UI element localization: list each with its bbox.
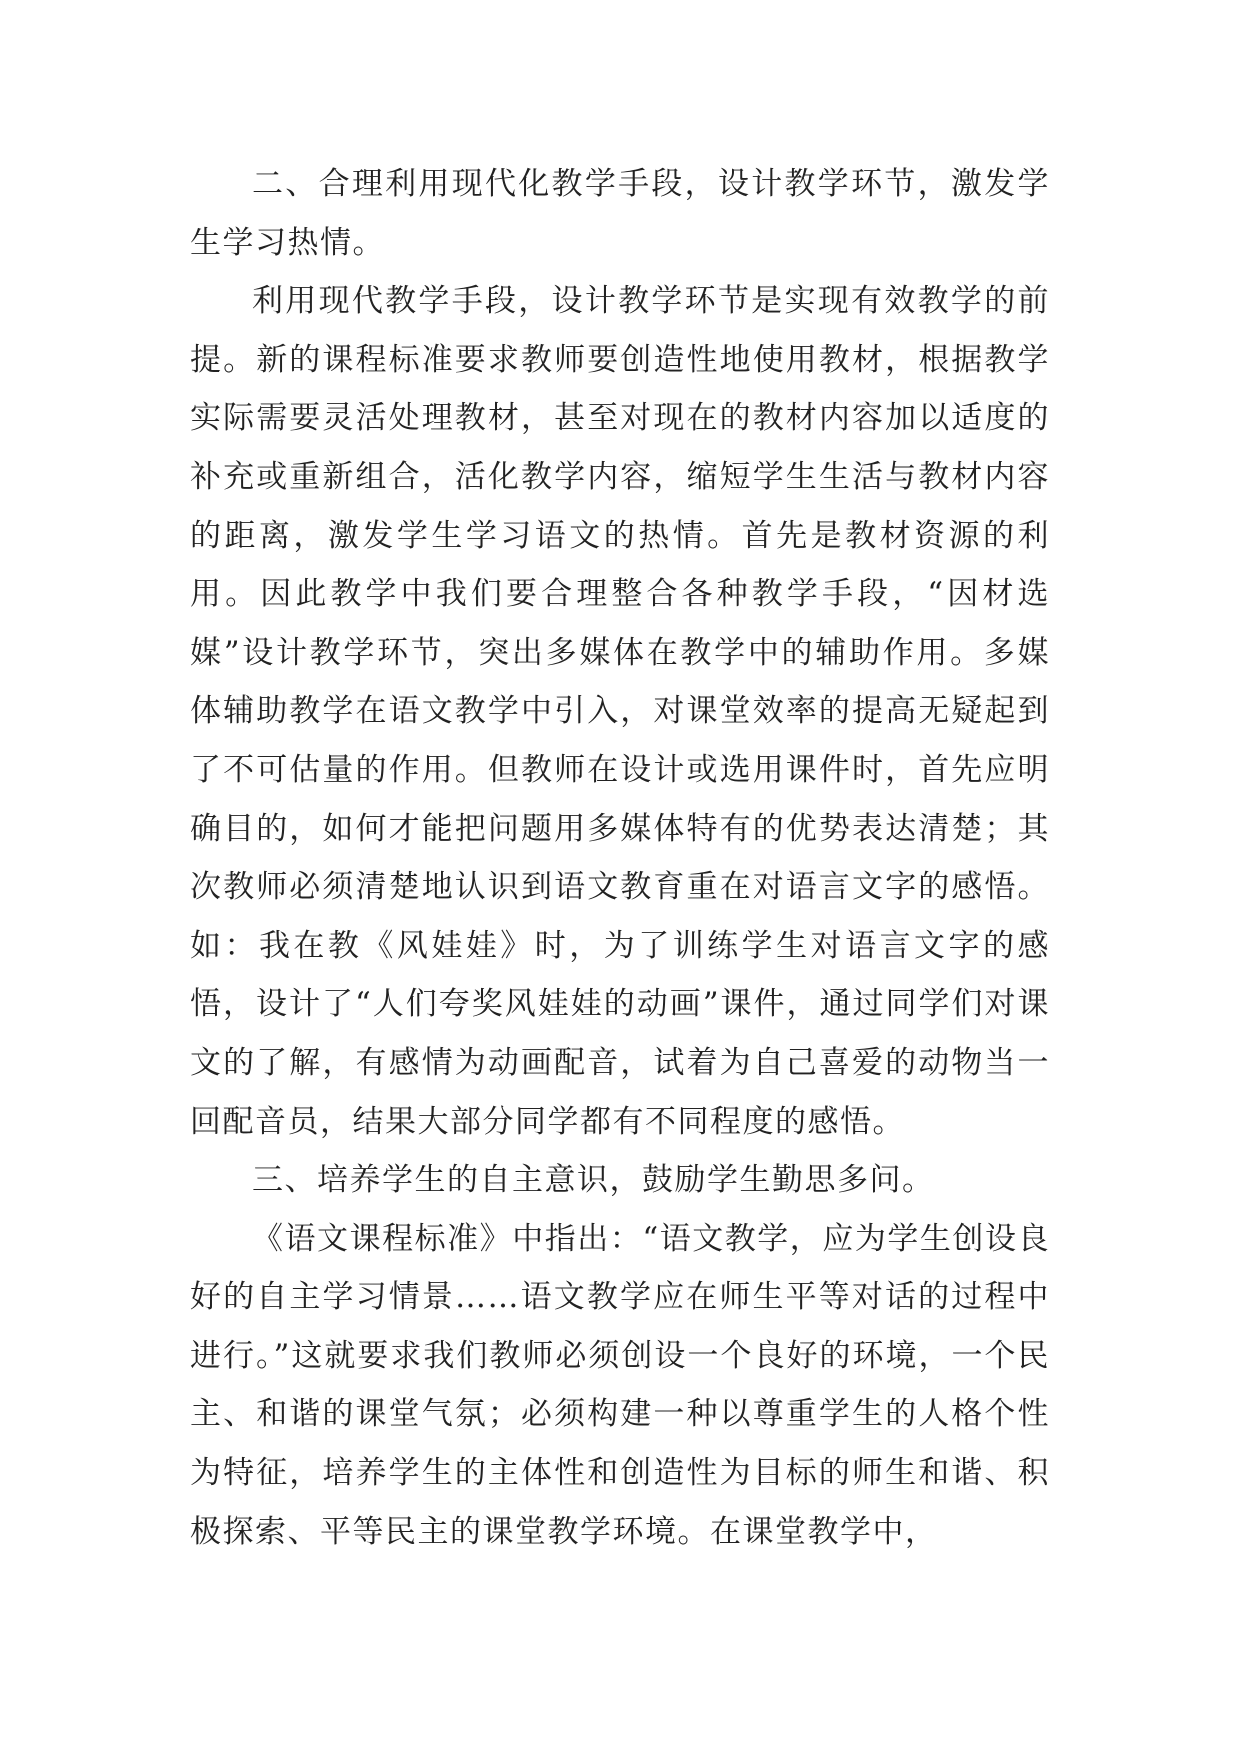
document-body [190, 155, 1050, 1561]
body-paragraph: 《语文课程标准》中指出：“语文教学，应为学生创设良好的自主学习情景……语文教学应在师生平等对话的过程中进行。”这就要求我们教师必须创设一个良好的环境，一个民主、和谐的课堂气氛；必须构建一种以尊重学生的人格个性为特征，培养学生的主体性和创造性为目标的师生和谐、积极探索、平等民主的课堂教学环境。在课堂教学中， [190, 1220, 1050, 1550]
body-paragraph: 利用现代教学手段，设计教学环节是实现有效教学的前提。新的课程标准要求教师要创造性地使用教材，根据教学实际需要灵活处理教材，甚至对现在的教材内容加以适度的补充或重新组合，活化教学内容，缩短学生生活与教材内容的距离，激发学生学习语文的热情。首先是教材资源的利用。因此教学中我们要合理整合各种教学手段，“因材选媒”设计教学环节，突出多媒体在教学中的辅助作用。多媒体辅助教学在语文教学中引入，对课堂效率的提高无疑起到了不可估量的作用。但教师在设计或选用课件时，首先应明确目的，如何才能把问题用多媒体特有的优势表达清楚；其次教师必须清楚地认识到语文教育重在对语言文字的感悟。如：我在教《风娃娃》时，为了训练学生对语言文字的感悟，设计了“人们夸奖风娃娃的动画”课件，通过同学们对课文的了解，有感情为动画配音，试着为自己喜爱的动物当一回配音员，结果大部分同学都有不同程度的感悟。 [190, 283, 1050, 1140]
section-heading-three: 三、培养学生的自主意识，鼓励学生勤思多问。 [252, 1162, 935, 1199]
section-heading-two: 二、合理利用现代化教学手段，设计教学环节，激发学生学习热情。 [190, 166, 1050, 261]
